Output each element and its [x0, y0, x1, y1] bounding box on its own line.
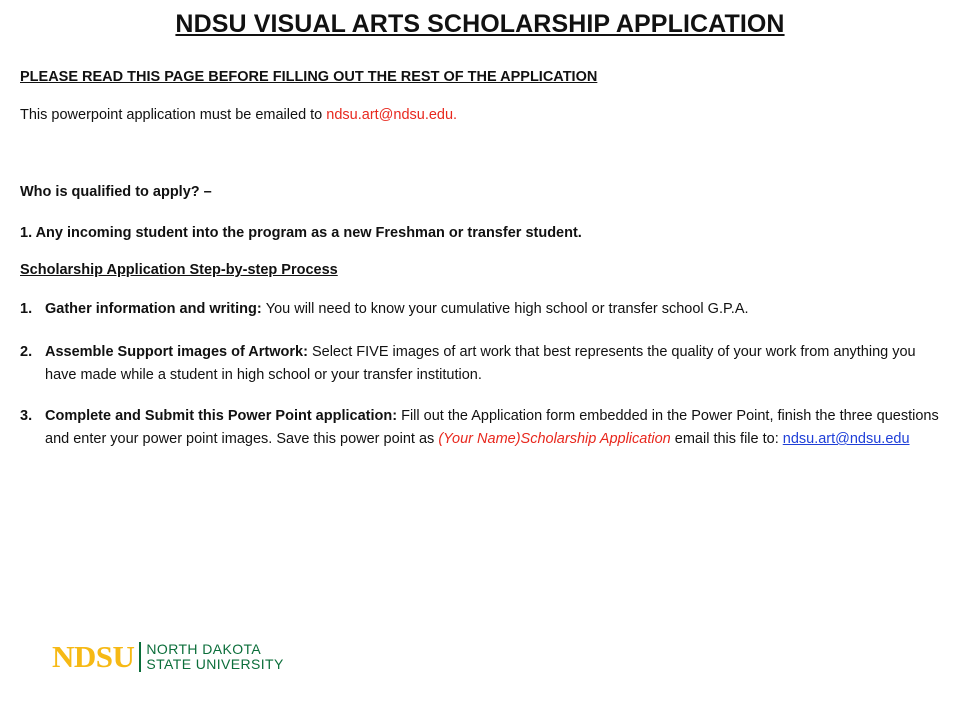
step-number: 2.	[20, 344, 33, 360]
email-address: ndsu.art@ndsu.edu.	[326, 107, 458, 123]
step-3	[20, 405, 950, 451]
step-title: Assemble Support images of Artwork:	[45, 344, 312, 360]
process-heading: Scholarship Application Step-by-step Process	[20, 262, 338, 278]
step-text: You will need to know your cumulative high school or transfer school G.P.A.	[265, 301, 749, 317]
qualify-item: 1. Any incoming student into the program as a new Freshman or transfer student.	[20, 225, 582, 241]
filename-hint: (Your Name)Scholarship Application	[438, 431, 671, 447]
step-title: Complete and Submit this Power Point application:	[45, 408, 402, 424]
step-2	[20, 341, 950, 387]
logo-mark: NDSU	[52, 639, 135, 674]
email-prefix: email this file to:	[670, 431, 783, 447]
step-number: 3.	[20, 408, 33, 424]
email-link[interactable]: ndsu.art@ndsu.edu	[782, 431, 910, 447]
step-text: Select FIVE images of art work that best represents the quality of your work from anything you have made while a student in high school or your transfer institution.	[45, 344, 916, 383]
step-title: Gather information and writing:	[45, 301, 266, 317]
logo-divider	[139, 642, 141, 672]
qualify-heading: Who is qualified to apply? –	[20, 184, 212, 200]
logo-line-1: NORTH DAKOTA	[146, 641, 262, 657]
step-number: 1.	[20, 301, 33, 317]
step-1	[20, 298, 950, 321]
notice-heading: PLEASE READ THIS PAGE BEFORE FILLING OUT THE REST OF THE APPLICATION	[20, 69, 598, 85]
logo-text	[146, 642, 283, 672]
page-title: NDSU VISUAL ARTS SCHOLARSHIP APPLICATION	[175, 10, 785, 38]
email-instruction-text: This powerpoint application must be emailed to	[20, 107, 327, 123]
logo-line-2: STATE UNIVERSITY	[146, 656, 284, 672]
ndsu-logo	[52, 640, 284, 674]
step-text: Fill out the Application form embedded in the Power Point, finish the three questions and enter your power point images. Save this power point as	[45, 408, 939, 447]
email-instruction	[20, 104, 457, 127]
